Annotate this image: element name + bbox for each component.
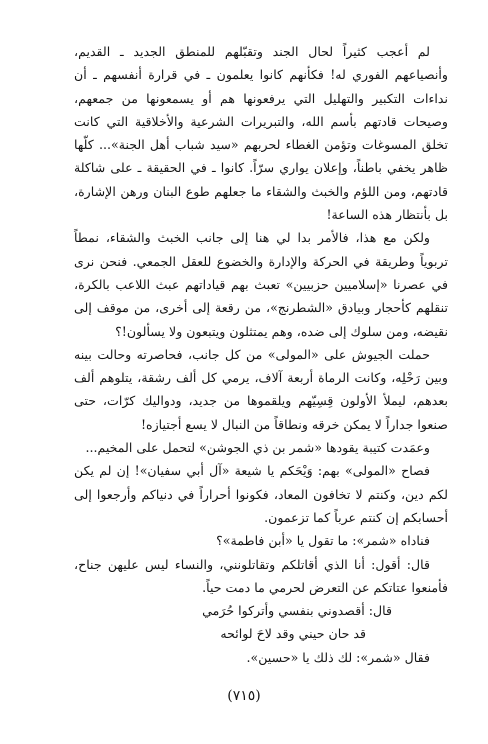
verse-line-1: قال: أقصدوني بنفسي وأتركوا حُرَمي — [202, 603, 392, 619]
paragraph-5: فصاح «المولى» بهم: وَيْحَكم يا شيعة «آل أبي سفيان»! إن لم يكن لكم دين، وكنتم لا تخافون المعاد، فكونوا أحراراً في دنياكم وأرجعوا إلى أحسابكم إن كنتم عرباً كما تزعمون. — [74, 463, 448, 525]
paragraph-1: لم أعجب كثيراً لحال الجند وتقبّلهم للمنطق الجديد ـ القديم، وأنصياعهم الفوري له! فكأنهم كانوا يعلمون ـ في قرارة أنفسهم ـ أن نداءات التكبير والتهليل التي يرفعونها هم أو يسمعونها من جمعهم، وصيحات قادتهم بأسم الله، والتبريرات الشرعية والأخلاقية التي كانت تخلق المسوغات وتؤمن الغطاء لحربهم «سيد شباب أهل الجنة»... كلّها ظاهر يخفي باطناً، وإعلان يواري سرّاً. كانوا ـ في الحقيقة ـ على شاكلة قادتهم، ومن اللؤم والخبث والشقاء ما جعلهم طوع البنان ورهن الإشارة، بل بأنتظار هذه الساعة! — [74, 44, 448, 223]
paragraph-2: ولكن مع هذا، فالأمر بدا لي هنا إلى جانب الخبث والشقاء، نمطاً تربوياً وطريقة في الحركة والإدارة والخضوع للعقل الجمعي. فنحن نرى في عصرنا «إسلاميين حزبيين» تعبث بهم قياداتهم عبث اللاعب بالكرة، تنقلهم كأحجار وبيادق «الشطرنج»، من رقعة إلى أخرى، من موقف إلى نقيضه، ومن سلوك إلى ضده، وهم يمتثلون ويتبعون ولا يسألون!؟ — [74, 230, 448, 339]
closing-paragraph: فقال «شمر»: لك ذلك يا «حسين». — [246, 649, 430, 665]
paragraph-7: قال: أقول: أنا الذي أقاتلكم وتقاتلونني، والنساء ليس عليهن جناح، فأمنعوا عتاتكم عن التعرض لحرمي ما دمت حياً. — [74, 556, 448, 595]
page-number: (٧١٥) — [227, 688, 261, 704]
verse-line-2: قد حان حيني وقد لاحَ لوائحه — [220, 626, 366, 642]
paragraph-3: حملت الجيوش على «المولى» من كل جانب، فحاصرته وحالت بينه وبين رَحْلِه، وكانت الرماة أربعة آلاف، يرمي كل ألف رشقة، يتلوهم ألف بعدهم، ليملأ الأولون قِسِيّهم ويلقموها من جديد، ودواليك كرّات، حتى صنعوا جداراً لا يمكن خرقه ونطاقاً من النبال لا يسع أجتيازه! — [74, 346, 448, 432]
paragraph-4: وعمَدت كتيبة يقودها «شمر بن ذي الجوشن» لتحمل على المخيم... — [85, 440, 430, 456]
body-text — [74, 40, 448, 669]
paragraph-6: فناداه «شمر»: ما تقول يا «أبن فاطمة»؟ — [216, 533, 430, 549]
